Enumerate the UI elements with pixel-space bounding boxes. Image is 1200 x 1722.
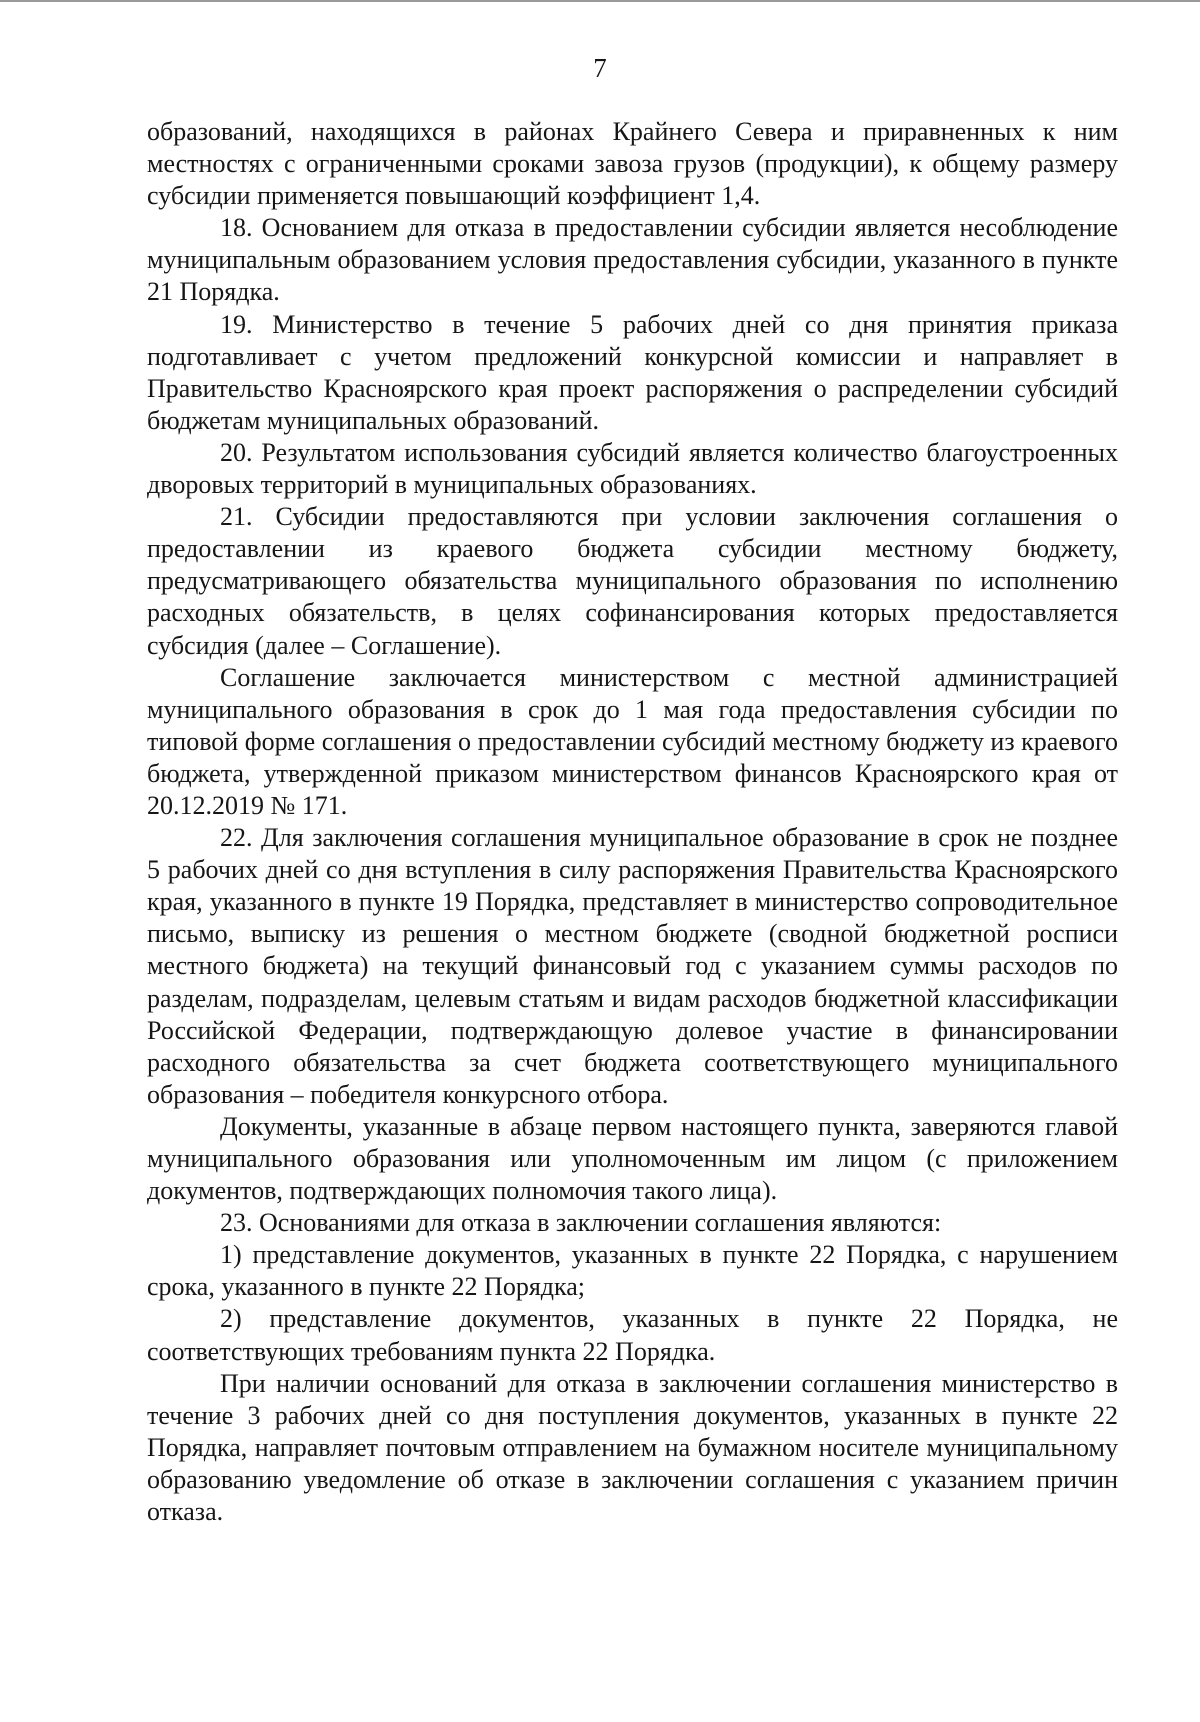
paragraph-item-21: 21. Субсидии предоставляются при условии заключения соглашения о предоставлении из краевого бюджета субсидии местному бюджету, предусматривающего обязательства муниципального образования по исполнению расходных обязательств, в целях софинансирования которых предоставляется субсидия (далее – Соглашение). xyxy=(147,502,1118,660)
scan-top-edge xyxy=(0,0,1200,2)
paragraph-documents: Документы, указанные в абзаце первом настоящего пункта, заверяются главой муниципального образования или уполномоченным им лицом (с приложением документов, подтверждающих полномочия такого лица). xyxy=(147,1111,1118,1206)
paragraph-subitem-1: 1) представление документов, указанных в пункте 22 Порядка, с нарушением срока, указанного в пункте 22 Порядка; xyxy=(147,1240,1118,1302)
page-number: 7 xyxy=(593,53,607,83)
paragraph-item-20: 20. Результатом использования субсидий является количество благоустроенных дворовых территорий в муниципальных образованиях. xyxy=(147,437,1118,500)
paragraph-continuation: образований, находящихся в районах Крайнего Севера и приравненных к ним местностях с ограниченными сроками завоза грузов (продукции), к общему размеру субсидии применяется повышающий коэффициент 1,4. xyxy=(147,117,1118,211)
paragraph-agreement: Соглашение заключается министерством с местной администрацией муниципального образования в срок до 1 мая года предоставления субсидии по типовой форме соглашения о предоставлении субсидий местному бюджету из краевого бюджета, утвержденной приказом министерством финансов Красноярского края от 20.12.2019 № 171. xyxy=(147,662,1118,820)
paragraph-subitem-2: 2) представление документов, указанных в пункте 22 Порядка, не соответствующих требованиям пункта 22 Порядка. xyxy=(147,1304,1118,1366)
paragraph-item-22: 22. Для заключения соглашения муниципальное образование в срок не позднее 5 рабочих дней со дня вступления в силу распоряжения Правительства Красноярского края, указанного в пункте 19 Порядка, представляет в министерство сопроводительное письмо, выписку из решения о местном бюджете (сводной бюджетной росписи местного бюджета) на текущий финансовый год с указанием суммы расходов по разделам, подразделам, целевым статьям и видам расходов бюджетной классификации Российской Федерации, подтверждающую долевое участие в финансировании расходного обязательства за счет бюджета соответствующего муниципального образования – победителя конкурсного отбора. xyxy=(147,823,1118,1109)
paragraph-item-23: 23. Основаниями для отказа в заключении соглашения являются: xyxy=(220,1208,942,1238)
paragraph-refusal: При наличии оснований для отказа в заключении соглашения министерство в течение 3 рабочих дней со дня поступления документов, указанных в пункте 22 Порядка, направляет почтовым отправлением на бумажном носителе муниципальному образованию уведомление об отказе в заключении соглашения с указанием причин отказа. xyxy=(147,1368,1118,1527)
document-body xyxy=(147,116,1118,1528)
paragraph-item-18: 18. Основанием для отказа в предоставлении субсидии является несоблюдение муниципальным образованием условия предоставления субсидии, указанного в пункте 21 Порядка. xyxy=(147,213,1118,307)
paragraph-item-19: 19. Министерство в течение 5 рабочих дней со дня принятия приказа подготавливает с учетом предложений конкурсной комиссии и направляет в Правительство Красноярского края проект распоряжения о распределении субсидий бюджетам муниципальных образований. xyxy=(147,309,1118,435)
